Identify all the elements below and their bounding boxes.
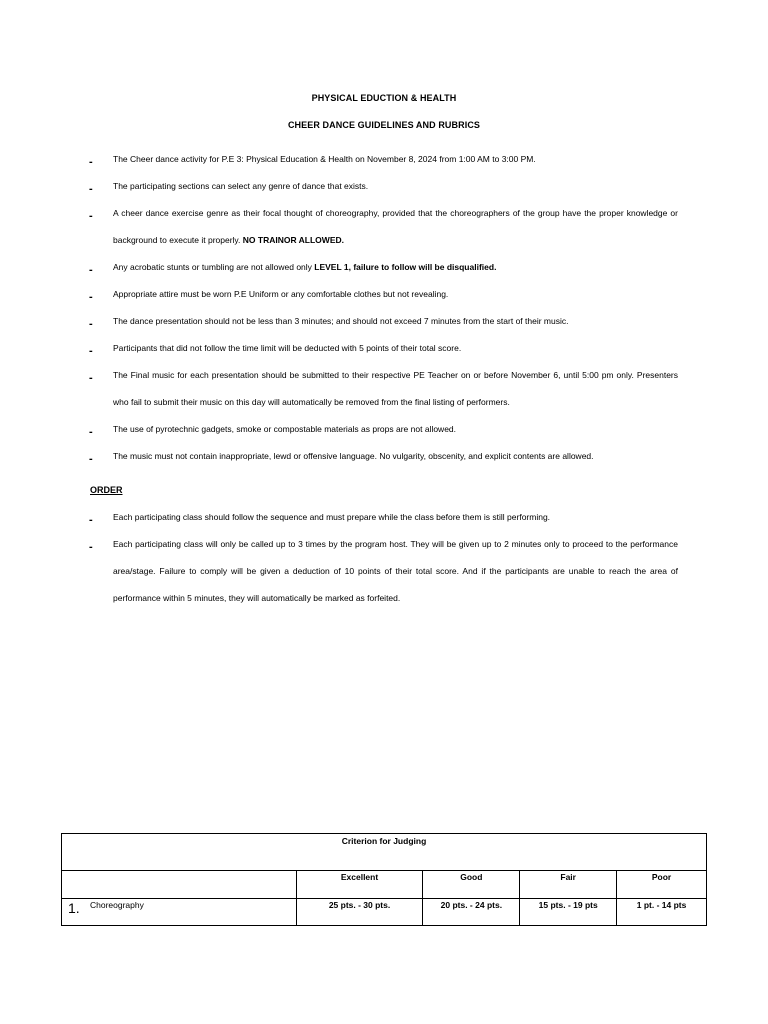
- guideline-text: Appropriate attire must be worn P.E Uniform or any comfortable clothes but not revealing.: [113, 289, 449, 299]
- order-list: [88, 504, 678, 612]
- rubric-criterion: Choreography: [90, 900, 144, 910]
- rubric-level-blank: [62, 871, 297, 899]
- list-item: [88, 200, 678, 254]
- guideline-text: Participants that did not follow the time limit will be deducted with 5 points of their total score.: [113, 343, 462, 353]
- order-text: Each participating class will only be called up to 3 times by the program host. They will be given up to 2 minutes only to proceed to the performance area/stage. Failure to comply will be given a deduction of 10 points of their total score. And if the participants are unable to reach the area of performance within 5 minutes, they will automatically be marked as forfeited.: [113, 539, 678, 603]
- guideline-emphasis: LEVEL 1, failure to follow will be disqualified.: [314, 262, 497, 272]
- list-item: [88, 504, 678, 531]
- rubric-level-poor: Poor: [617, 871, 707, 899]
- rubric-criterion-cell: [62, 899, 297, 926]
- bullet-dash: -: [89, 345, 93, 357]
- bullet-dash: -: [89, 453, 93, 465]
- list-item: [88, 308, 678, 335]
- table-row: [62, 899, 707, 926]
- bullet-dash: -: [89, 156, 93, 168]
- list-item: [88, 335, 678, 362]
- rubric-table: [61, 833, 707, 926]
- page-subtitle: CHEER DANCE GUIDELINES AND RUBRICS: [287, 120, 481, 130]
- list-item: [88, 173, 678, 200]
- list-item: [88, 146, 678, 173]
- list-item: [88, 531, 678, 612]
- guideline-emphasis: NO TRAINOR ALLOWED.: [242, 235, 344, 245]
- list-item: [88, 281, 678, 308]
- order-text: Each participating class should follow the sequence and must prepare while the class before them is still performing.: [113, 512, 551, 522]
- rubric-score-poor: 1 pt. - 14 pts: [617, 899, 707, 926]
- rubric-score-good: 20 pts. - 24 pts.: [423, 899, 520, 926]
- bullet-dash: -: [89, 514, 93, 526]
- guideline-text: A cheer dance exercise genre as their focal thought of choreography, provided that the choreographers of the group have the proper knowledge or background to execute it properly.: [113, 208, 678, 245]
- bullet-dash: -: [89, 426, 93, 438]
- list-item: [88, 254, 678, 281]
- rubric-level-fair: Fair: [520, 871, 617, 899]
- bullet-dash: -: [89, 541, 93, 553]
- rubric-header-row: [62, 834, 707, 871]
- guidelines-list: [88, 146, 678, 470]
- guideline-text: The Final music for each presentation should be submitted to their respective PE Teacher on or before November 6, until 5:00 pm only. Presenters who fail to submit their music on this day will automatically be removed from the final listing of performers.: [113, 370, 678, 407]
- guideline-text: The music must not contain inappropriate, lewd or offensive language. No vulgarity, obscenity, and explicit contents are allowed.: [113, 451, 594, 461]
- bullet-dash: -: [89, 183, 93, 195]
- guideline-text: The participating sections can select any genre of dance that exists.: [113, 181, 369, 191]
- rubric-heading: Criterion for Judging: [62, 834, 707, 871]
- bullet-dash: -: [89, 318, 93, 330]
- list-item: [88, 443, 678, 470]
- rubric-score-fair: 15 pts. - 19 pts: [520, 899, 617, 926]
- list-item: [88, 362, 678, 416]
- rubric-levels-row: [62, 871, 707, 899]
- order-heading: ORDER: [90, 485, 123, 495]
- rubric-level-good: Good: [423, 871, 520, 899]
- bullet-dash: -: [89, 264, 93, 276]
- bullet-dash: -: [89, 372, 93, 384]
- guideline-text: Any acrobatic stunts or tumbling are not allowed only: [113, 262, 315, 272]
- rubric-level-excellent: Excellent: [296, 871, 423, 899]
- list-item: [88, 416, 678, 443]
- bullet-dash: -: [89, 291, 93, 303]
- guideline-text: The use of pyrotechnic gadgets, smoke or compostable materials as props are not allowed.: [113, 424, 457, 434]
- guideline-text: The Cheer dance activity for P.E 3: Physical Education & Health on November 8, 2024 from 1:00 AM to 3:00 PM.: [113, 154, 536, 164]
- rubric-row-number: 1.: [68, 900, 80, 916]
- rubric-score-excellent: 25 pts. - 30 pts.: [296, 899, 423, 926]
- page-title: PHYSICAL EDUCTION & HEALTH: [311, 93, 457, 103]
- guideline-text: The dance presentation should not be less than 3 minutes; and should not exceed 7 minutes from the start of their music.: [113, 316, 569, 326]
- bullet-dash: -: [89, 210, 93, 222]
